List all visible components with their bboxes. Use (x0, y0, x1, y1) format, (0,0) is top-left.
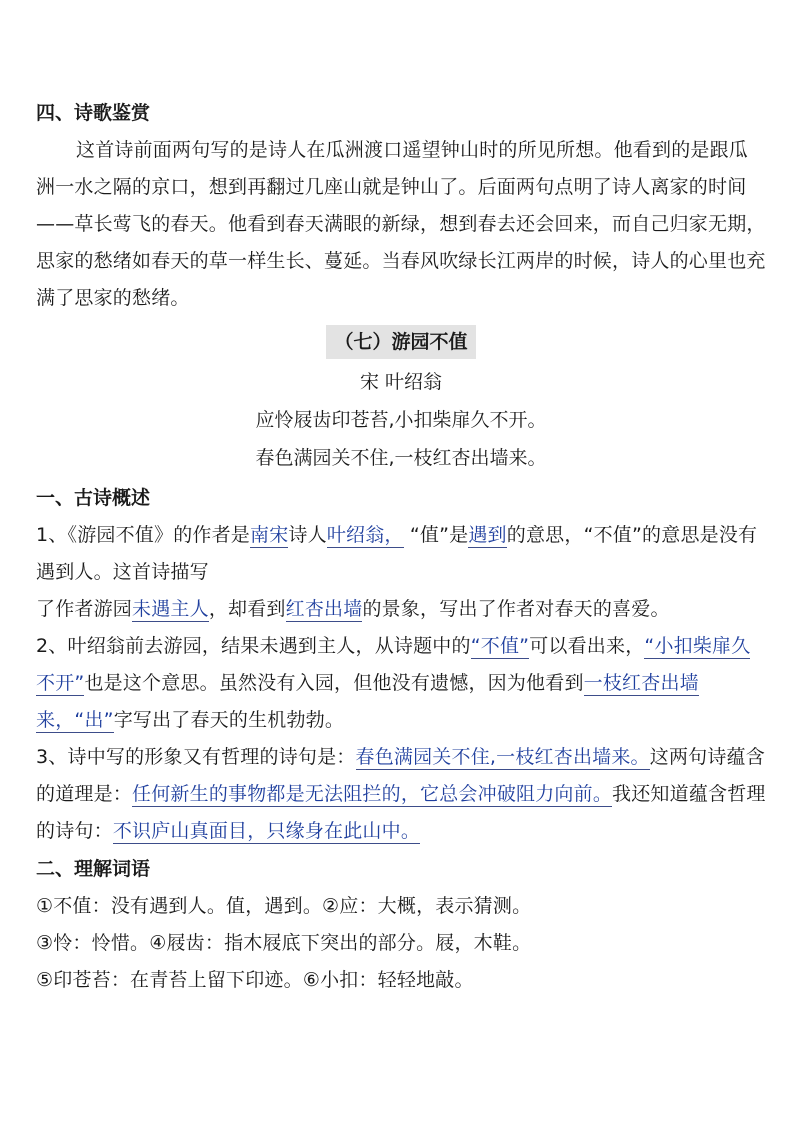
text-segment: 也是这个意思。虽然没有入园，但他没有遗憾，因为他看到 (84, 672, 584, 694)
text-segment: 字写出了春天的生机勃勃。 (113, 709, 345, 731)
text-segment: “值”是 (403, 524, 469, 546)
text-segment: 了作者游园 (36, 598, 133, 620)
answer-fill: 未遇主人 (132, 598, 209, 620)
text-segment: 诗人 (288, 524, 327, 546)
vocabulary-line-3: ⑤印苍苔：在青苔上留下印迹。⑥小扣：轻轻地敲。 (36, 969, 474, 991)
answer-fill: 红杏出墙 (285, 598, 363, 620)
overview-item-3 (36, 739, 766, 850)
section-heading-vocabulary: 二、理解词语 (36, 858, 151, 880)
text-segment: 我还知道蕴含哲理的诗句： (36, 783, 766, 842)
text-segment: 的意思，“不值”的意思是没有遇到人。这首诗描写 (36, 524, 758, 583)
section-heading-overview: 一、古诗概述 (36, 487, 151, 509)
text-segment: 可以看出来， (529, 635, 645, 657)
answer-fill: “小扣柴扉久不开” (36, 635, 751, 694)
answer-fill: 不识庐山真面目，只缘身在此山中。 (112, 820, 421, 842)
text-segment: ，却看到 (208, 598, 286, 620)
poem-line-2: 春色满园关不住,一枝红杏出墙来。 (255, 447, 547, 469)
answer-fill: “不值” (470, 635, 530, 657)
answer-fill: 春色满园关不住,一枝红杏出墙来。 (355, 746, 650, 768)
poem-title: （七）游园不值 (326, 325, 475, 359)
text-segment: 1、《游园不值》的作者是 (36, 524, 250, 546)
section-heading-appreciation: 四、诗歌鉴赏 (36, 102, 151, 124)
poem-author: 宋 叶绍翁 (359, 371, 443, 393)
text-segment: 的景象，写出了作者对春天的喜爱。 (362, 598, 670, 620)
answer-fill: 南宋 (250, 524, 289, 546)
answer-fill: 叶绍翁， (326, 524, 404, 546)
appreciation-paragraph: 这首诗前面两句写的是诗人在瓜洲渡口遥望钟山时的所见所想。他看到的是跟瓜洲一水之隔的京口，想到再翻过几座山就是钟山了。后面两句点明了诗人离家的时间——草长莺飞的春天。他看到春天满眼的新绿，想到春去还会回来，而自己归家无期，思家的愁绪如春天的草一样生长、蔓延。当春风吹绿长江两岸的时候，诗人的心里也充满了思家的愁绪。 (36, 139, 766, 309)
poem-line-1: 应怜屐齿印苍苔,小扣柴扉久不开。 (255, 409, 547, 431)
overview-item-1 (36, 517, 766, 591)
vocabulary-line-1: ①不值：没有遇到人。值，遇到。②应：大概，表示猜测。 (36, 895, 532, 917)
overview-item-2 (36, 628, 766, 739)
poem-title-container (36, 325, 766, 359)
text-segment: 3、诗中写的形象又有哲理的诗句是： (36, 746, 356, 768)
text-segment: 这两句诗蕴含的道理是： (36, 746, 765, 805)
answer-fill: 任何新生的事物都是无法阻拦的，它总会冲破阻力向前。 (132, 783, 613, 805)
text-segment: 2、叶绍翁前去游园，结果未遇到主人，从诗题中的 (36, 635, 471, 657)
answer-fill: 遇到 (468, 524, 507, 546)
answer-fill: 一枝红杏出墙来，“出” (36, 672, 699, 731)
vocabulary-line-2: ③怜：怜惜。④屐齿：指木屐底下突出的部分。屐，木鞋。 (36, 932, 532, 954)
overview-item-1-continued (36, 591, 766, 628)
